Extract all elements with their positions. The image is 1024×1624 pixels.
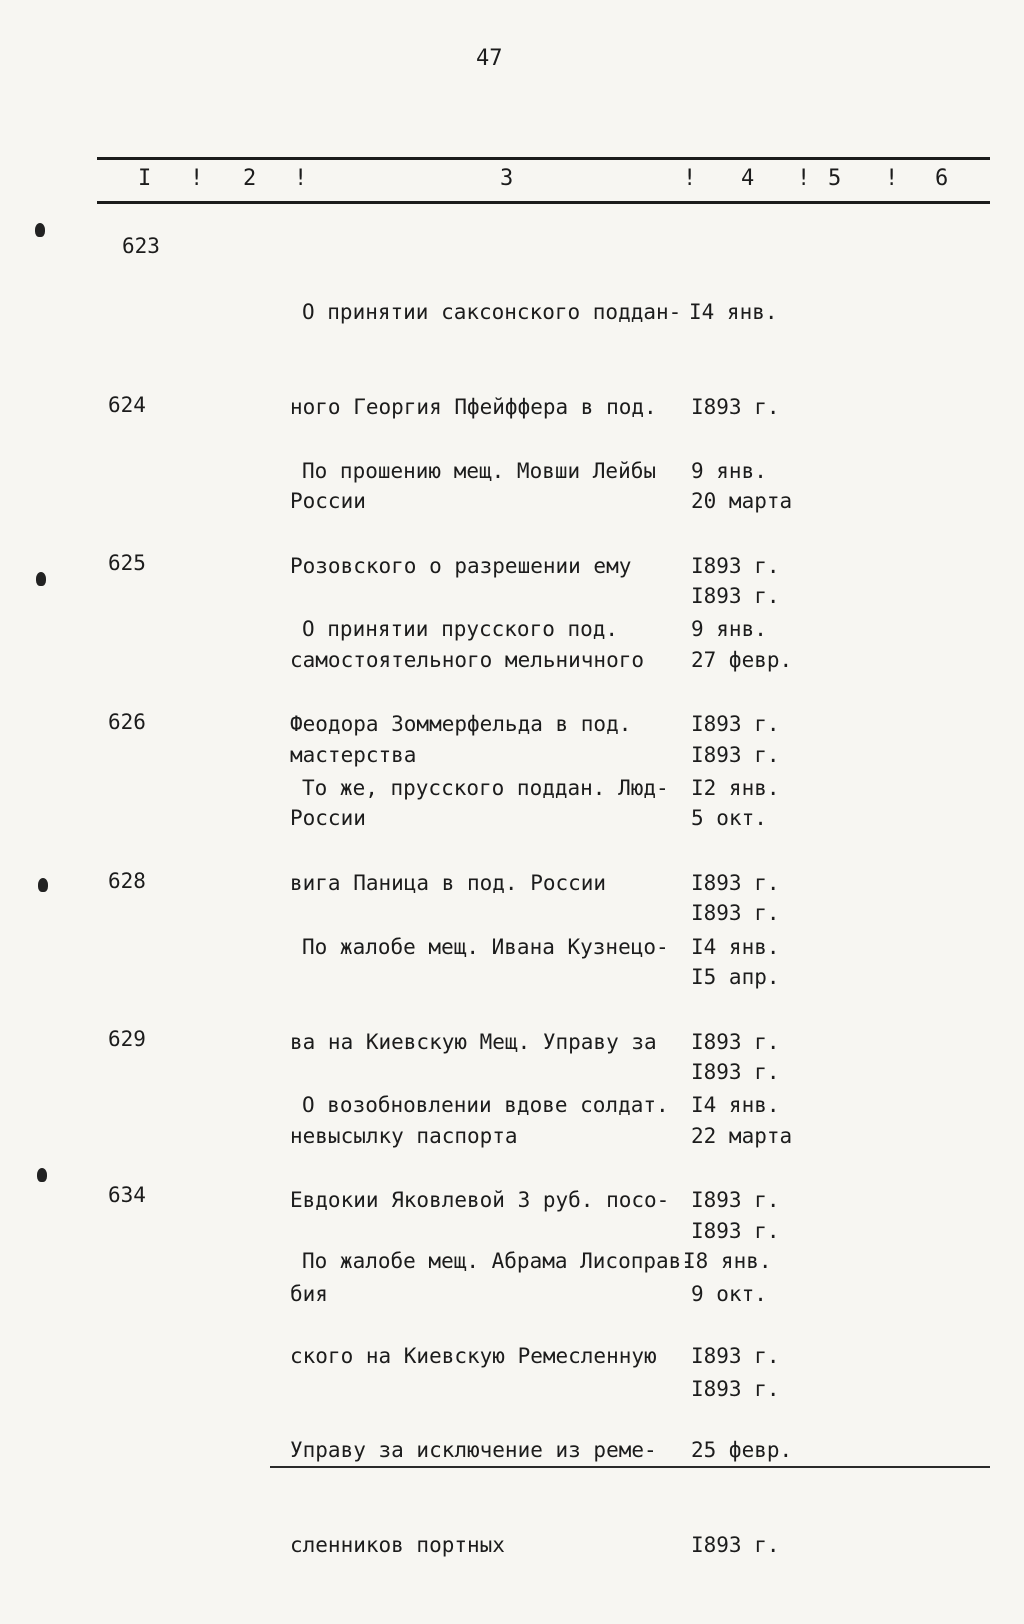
date-line: I893 г. (691, 1218, 780, 1243)
date-line: 9 янв. (691, 459, 767, 483)
date-line: I5 апр. (691, 965, 780, 989)
description-line: По прошению мещ. Мовши Лейбы (302, 459, 657, 483)
date-line: 27 февр. (691, 648, 793, 672)
description-line: По жалобе мещ. Ивана Кузнецо- (302, 935, 669, 959)
page-number: 47 (476, 46, 503, 71)
entry-number: 623 (122, 234, 160, 258)
header-col-3: 3 (500, 166, 514, 191)
header-separator-1: ! (190, 166, 204, 191)
date-line: I893 г. (691, 583, 780, 608)
entry-dates (683, 1183, 793, 1624)
date-line: 5 окт. (691, 806, 767, 830)
date-line: I893 г. (691, 1187, 780, 1212)
header-separator-3: ! (683, 166, 697, 191)
description-line: ского на Киевскую Ремесленную (290, 1343, 657, 1368)
header-col-2: 2 (243, 166, 257, 191)
date-line: I893 г. (691, 1532, 780, 1557)
description-line: Феодора Зоммерфельда в под. (290, 711, 632, 736)
date-line: I893 г. (691, 870, 780, 895)
date-line: I893 г. (691, 900, 780, 925)
date-line: 22 марта (691, 1124, 793, 1148)
entry-number: 634 (108, 1183, 146, 1207)
description-line: России (290, 489, 366, 513)
date-line: I4 янв. (689, 300, 778, 324)
date-line: I8 янв. (683, 1249, 772, 1273)
date-line: I893 г. (691, 1029, 780, 1054)
binder-hole-mark (38, 878, 48, 892)
header-bottom-rule (97, 201, 990, 204)
description-line: По жалобе мещ. Абрама Лисоправ- (302, 1249, 694, 1273)
date-line: I893 г. (691, 1343, 780, 1368)
description-line: Розовского о разрешении ему (290, 553, 632, 578)
date-line: I893 г. (691, 742, 780, 767)
entry-number: 624 (108, 393, 146, 417)
description-line: О возобновлении вдове солдат. (302, 1093, 669, 1117)
entry-number: 628 (108, 869, 146, 893)
header-col-6: 6 (935, 166, 949, 191)
description-line: ного Георгия Пфейффера в под. (290, 394, 657, 419)
date-line: I893 г. (691, 394, 780, 419)
header-separator-5: ! (885, 166, 899, 191)
date-line: I893 г. (691, 1059, 780, 1084)
table-row (0, 1183, 1024, 1557)
header-separator-4: ! (797, 166, 811, 191)
date-line: 9 янв. (691, 617, 767, 641)
description-line: То же, прусского поддан. Люд- (302, 776, 669, 800)
header-top-rule (97, 157, 990, 160)
header-separator-2: ! (294, 166, 308, 191)
description-line: России (290, 806, 366, 830)
description-line: Управу за исключение из реме- (290, 1438, 657, 1462)
header-col-1: I (138, 166, 152, 191)
entry-number: 626 (108, 710, 146, 734)
date-line: I893 г. (691, 1376, 780, 1401)
header-col-5: 5 (828, 166, 842, 191)
date-line: I4 янв. (691, 935, 780, 959)
entry-description (290, 1183, 694, 1624)
description-line: ва на Киевскую Мещ. Управу за (290, 1029, 657, 1054)
binder-hole-mark (36, 572, 46, 586)
entry-number: 625 (108, 551, 146, 575)
binder-hole-mark (37, 1168, 47, 1182)
date-line: I893 г. (691, 553, 780, 578)
binder-hole-mark (35, 223, 45, 237)
date-line: 9 окт. (691, 1282, 767, 1306)
header-col-4: 4 (741, 166, 755, 191)
date-line: 25 февр. (691, 1438, 793, 1462)
description-line: невысылку паспорта (290, 1124, 518, 1148)
description-line: бия (290, 1282, 328, 1306)
description-line: сленников портных (290, 1532, 505, 1557)
date-line: I4 янв. (691, 1093, 780, 1117)
date-line: I893 г. (691, 711, 780, 736)
entry-number: 629 (108, 1027, 146, 1051)
date-line: 20 марта (691, 489, 793, 513)
description-line: О принятии саксонского поддан- (302, 300, 682, 324)
description-line: вига Паница в под. России (290, 870, 607, 895)
description-line: мастерства (290, 742, 417, 767)
footer-rule (270, 1466, 990, 1468)
date-line: I2 янв. (691, 776, 780, 800)
description-line: самостоятельного мельничного (290, 648, 645, 672)
description-line: О принятии прусского под. (302, 617, 619, 641)
description-line: Евдокии Яковлевой 3 руб. посо- (290, 1187, 670, 1212)
